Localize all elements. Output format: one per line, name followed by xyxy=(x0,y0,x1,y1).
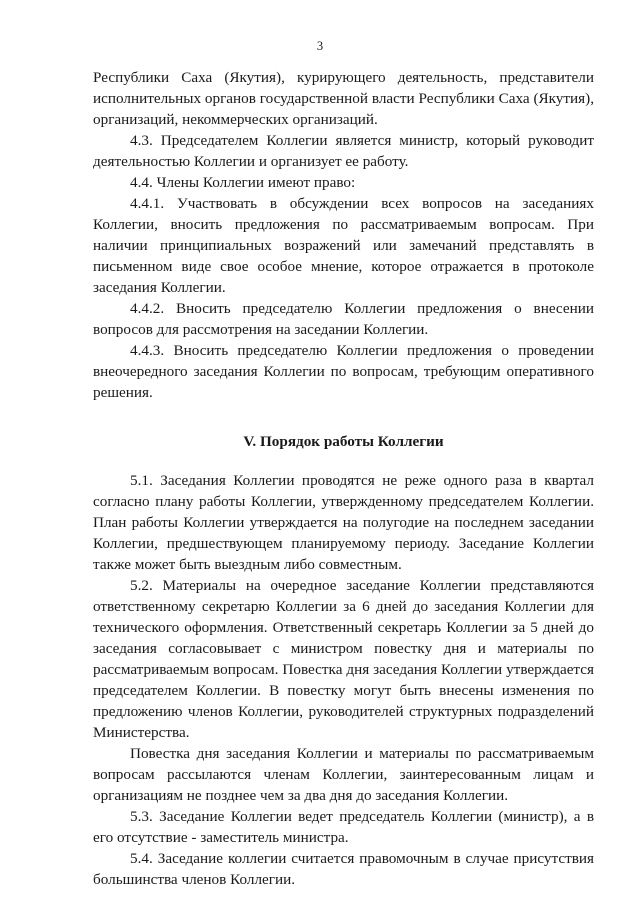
paragraph: Республики Саха (Якутия), курирующего деятельность, представители исполнительных органов государственной власти Республики Саха (Якутия), организаций, некоммерческих организаций. xyxy=(93,69,594,128)
document-body xyxy=(93,67,594,890)
paragraph: 4.3. Председателем Коллегии является министр, который руководит деятельностью Коллегии и организует ее работу. xyxy=(93,132,594,170)
paragraph: Повестка дня заседания Коллегии и материалы по рассматриваемым вопросам рассылаются членам Коллегии, заинтересованным лицам и организациям не позднее чем за два дня до заседания Коллегии. xyxy=(93,745,594,804)
paragraph: 4.4.2. Вносить председателю Коллегии предложения о внесении вопросов для рассмотрения на заседании Коллегии. xyxy=(93,300,594,338)
paragraph: 4.4.3. Вносить председателю Коллегии предложения о проведении внеочередного заседания Коллегии по вопросам, требующим оперативного решения. xyxy=(93,342,594,401)
paragraph: 5.2. Материалы на очередное заседание Коллегии представляются ответственному секретарю Коллегии за 6 дней до заседания Коллегии для технического оформления. Ответственный секретарь Коллегии за 5 дней до заседания согласовывает с министром повестку дня и материалы по рассматриваемым вопросам. Повестка дня заседания Коллегии утверждается председателем Коллегии. В повестку могут быть внесены изменения по предложению членов Коллегии, руководителей структурных подразделений Министерства. xyxy=(93,577,594,741)
page-number: 3 xyxy=(316,39,324,53)
paragraph: 4.4. Члены Коллегии имеют право: xyxy=(130,174,356,191)
paragraph: 5.3. Заседание Коллегии ведет председатель Коллегии (министр), а в его отсутствие - заместитель министра. xyxy=(93,808,594,846)
paragraph: 4.4.1. Участвовать в обсуждении всех вопросов на заседаниях Коллегии, вносить предложения по рассматриваемым вопросам. При наличии принципиальных возражений или замечаний представлять в письменном виде свое особое мнение, которое отражается в протоколе заседания Коллегии. xyxy=(93,195,594,296)
section-v xyxy=(93,470,594,890)
section-iv-continuation xyxy=(93,67,594,403)
paragraph: 5.4. Заседание коллегии считается правомочным в случае присутствия большинства членов Коллегии. xyxy=(93,850,594,888)
paragraph: 5.1. Заседания Коллегии проводятся не реже одного раза в квартал согласно плану работы Коллегии, утвержденному председателем Коллегии. План работы Коллегии утверждается на полугодие на последнем заседании Коллегии, предшествующем планируемому периоду. Заседание Коллегии также может быть выездным либо совместным. xyxy=(93,472,594,573)
section-title: V. Порядок работы Коллегии xyxy=(243,433,444,450)
